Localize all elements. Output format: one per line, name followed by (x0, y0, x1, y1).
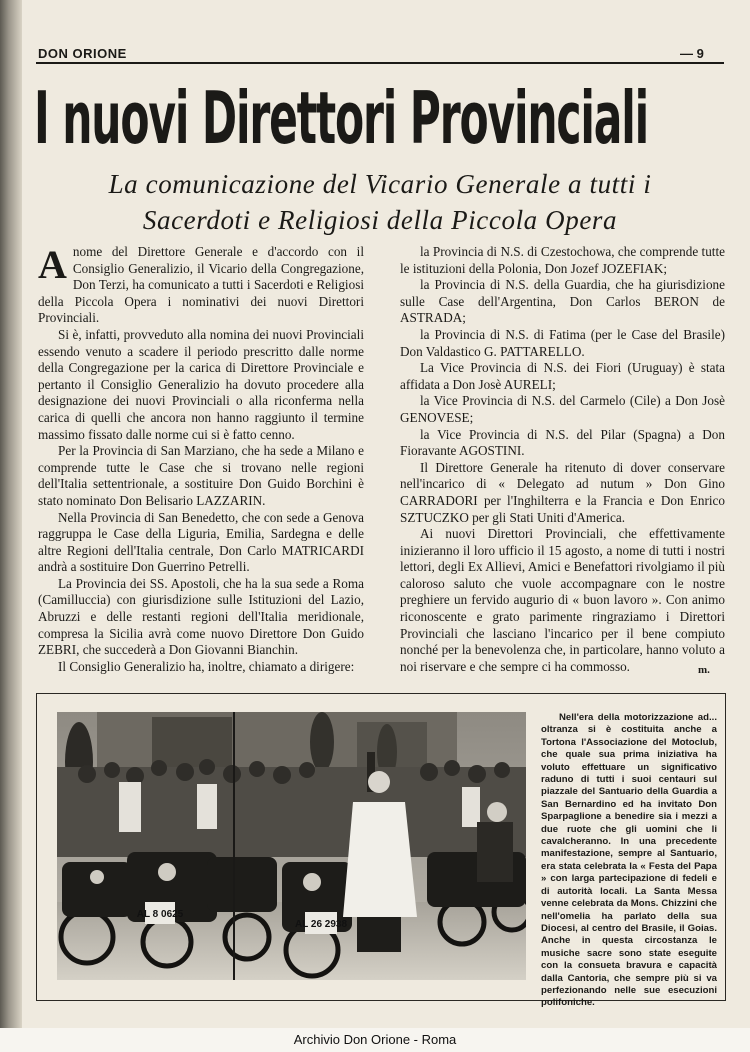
article-paragraph: La Provincia dei SS. Apostoli, che ha la sua sede a Roma (Camilluccia) con giurisdizione sulle Istituzioni del Lazio, Abruzzi e delle restanti regioni dell'Italia meridionale, compresa la Sicilia avrà come nuovo Direttore Don Guido ZEBRI, che succederà a Don Giovanni Bianchin. (38, 575, 364, 658)
photo-motorcycle-blessing (57, 712, 526, 980)
article-paragraph: la Provincia di N.S. di Fatima (per le Case del Brasile) Don Valdastico G. PATTARELLO. (400, 326, 725, 359)
article-paragraph: Il Direttore Generale ha ritenuto di dover conservare nell'incarico di « Delegato ad nutum » Don Gino CARRADORI per l'Inghilterra e la Francia e Don Enrico SZTUCZKO per gli Stati Uniti d'America. (400, 459, 725, 525)
article-paragraph: Si è, infatti, provveduto alla nomina dei nuovi Provinciali essendo venuto a scadere il periodo prescritto dalle norme della Congregazione per la carica di Direttore Provinciale e pertanto il Consiglio Generalizio ha dovuto procedere alla designazione dei nuovi Provinciali o alla riconferma nella carica di quelli che ancora non hanno raggiunto il termine massimo fissato dalle norme cui si è fatto cenno. (38, 326, 364, 442)
article-paragraph: Anome del Direttore Generale e d'accordo con il Consiglio Generalizio, il Vicario della Congregazione, Don Terzi, ha comunicato a tutti i Sacerdoti e Religiosi della Piccola Opera i nominativi dei nuovi Direttori Provinciali. (38, 242, 364, 326)
headline-text: I nuovi Direttori Provinciali (34, 78, 649, 158)
photo-caption (541, 712, 717, 1010)
license-plate-right: AL 26 2938 (294, 919, 348, 930)
article-paragraph: la Provincia di N.S. della Guardia, che ha giurisdizione sulle Case dell'Argentina, Don Carlos BERON de ASTRADA; (400, 277, 725, 326)
article-paragraph: Il Consiglio Generalizio ha, inoltre, chiamato a dirigere: (58, 658, 355, 674)
license-plate-left: AL 8 0625 (136, 909, 184, 920)
caption-text: Nell'era della motorizzazione ad... oltranza si è costituita anche a Tortona l'Associazione del Motoclub, che quale sua prima iniziativa ha voluto effettuare un significativo raduno di tutti i suoi centauri sul piazzale del Santuario della Guardia a San Bernardino ed ha invitato Don Sparpaglione a benedire sia i mezzi a due ruote che gli uomini che li cavalcheranno. In una precedente manifestazione, sempre al Santuario, era stata celebrata la « Festa del Papa » con larga partecipazione di fedeli e di autorità locali. La Santa Messa venne celebrata da Mons. Chizzini che nell'omelia ha parlato della sua Diocesi, al centro del Brasile, il Goias. Anche in questa circostanza le musiche sacre sono state eseguite con la consueta bravura e capacità dalla Cantoria, che sempre più si va perfezionando nelle sue esecuzioni polifoniche. (541, 712, 717, 1009)
article-paragraph: la Provincia di N.S. di Czestochowa, che comprende tutte le istituzioni della Polonia, Don Jozef JOZEFIAK; (400, 244, 725, 276)
archive-footer: Archivio Don Orione - Roma (0, 1028, 750, 1052)
page-number: — 9 (680, 46, 704, 61)
drop-cap: A (38, 242, 67, 287)
article-paragraph: Ai nuovi Direttori Provinciali, che effettivamente inizieranno il loro ufficio il 15 agosto, a nome di tutti i nostri lettori, degli Ex Allievi, Amici e Benefattori rivolgiamo il più caloroso saluto che vuole accompagnare con le nostre preghiere un fervido augurio di « buon lavoro ». Con animo riconoscente e grato parimente ringraziamo i Direttori Provinciali che lasciano l'incarico per il bene compiuto nonché per la benevolenza che, in particolare, hanno voluto a noi riservare e che sempre ci ha commosso. (400, 526, 725, 674)
article-column-left (38, 244, 364, 675)
header-rule (36, 62, 724, 64)
article-paragraph: la Vice Provincia di N.S. del Pilar (Spagna) a Don Fioravante AGOSTINI. (400, 426, 725, 459)
publication-name: DON ORIONE (38, 46, 127, 61)
article-paragraph: La Vice Provincia di N.S. dei Fiori (Uruguay) è stata affidata a Don Josè AURELI; (400, 360, 725, 392)
article-paragraph: la Vice Provincia di N.S. del Carmelo (Cile) a Don Josè GENOVESE; (400, 393, 725, 425)
subtitle: La comunicazione del Vicario Generale a tutti i Sacerdoti e Religiosi della Piccola Opera (108, 169, 652, 235)
article-column-right (400, 244, 725, 675)
article-paragraph: Nella Provincia di San Benedetto, che con sede a Genova raggruppa le Case della Liguria, Emilia, Sardegna e delle altre Regioni dell'Italia centrale, Don Carlo MATRICARDI andrà a sostituire Don Guerrino Petrelli. (38, 509, 364, 575)
headline (34, 78, 726, 158)
article-paragraph: Per la Provincia di San Marziano, che ha sede a Milano e comprende tutte le Case che si trovano nelle regioni dell'Italia settentrionale, a sostituire Don Guido Borchini è stato nominato Don Belisario LAZZARIN. (38, 443, 364, 508)
article-signature: m. (698, 664, 710, 676)
page-binding-shadow (0, 0, 22, 1030)
